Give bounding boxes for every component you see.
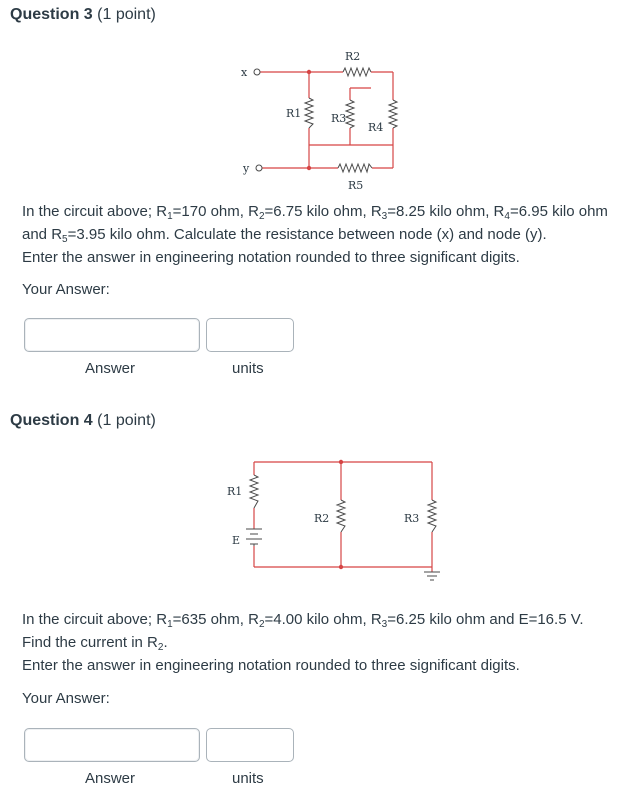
q3-wires — [260, 72, 393, 168]
q3-r3-resistor-symbol — [346, 100, 354, 128]
question-4-answer-input[interactable] — [24, 728, 200, 762]
q3-node-y-terminal — [256, 165, 262, 171]
q4-components — [246, 475, 440, 580]
q4-junction-dot — [339, 565, 343, 569]
q4-r2-label: R2 — [314, 512, 330, 525]
q3-r5-resistor-symbol — [338, 164, 372, 172]
q4-r1-label: R1 — [227, 485, 243, 498]
q4-battery-symbol — [246, 529, 262, 546]
q4-junction-dot — [339, 460, 343, 464]
q3-r2-label: R2 — [345, 50, 361, 63]
question-4-title: Question 4 — [10, 412, 93, 429]
q4-r3-resistor-symbol — [428, 500, 436, 532]
question-4-units-input[interactable] — [206, 728, 294, 762]
q4-r2-resistor-symbol — [337, 500, 345, 532]
question-3-circuit-diagram — [0, 0, 621, 200]
q3-r1-label: R1 — [286, 107, 302, 120]
question-3-answer-input[interactable] — [24, 318, 200, 352]
question-4-prompt: In the circuit above; $R_1=635$ ohm, $R_2=4.00$ kilo ohm, $R_3=6.25$ kilo ohm and E=16.5 V. Find the current in $R_2$. Enter the answer in engineering notation rounded to three significant digits. — [22, 611, 584, 674]
question-3-answer-caption: Answer — [85, 360, 136, 377]
q3-r4-resistor-symbol — [389, 100, 397, 128]
question-4-units-caption: units — [232, 770, 264, 787]
q3-node-x-terminal — [254, 69, 260, 75]
question-3-units-input[interactable] — [206, 318, 294, 352]
question-3-your-answer-label: Your Answer: — [22, 281, 110, 298]
q4-e-label: E — [232, 534, 241, 547]
q3-node-x-label: x — [241, 66, 248, 79]
q3-junction-dot — [307, 70, 311, 74]
question-3-points: (1 point) — [97, 6, 156, 23]
q3-node-y-label: y — [243, 162, 250, 175]
q3-r1-resistor-symbol — [305, 98, 313, 128]
q3-r2-resistor-symbol — [343, 68, 371, 76]
question-4-instruction: Enter the answer in engineering notation rounded to three significant digits. — [22, 657, 520, 674]
question-4-answer-caption: Answer — [85, 770, 136, 787]
q4-r3-label: R3 — [404, 512, 420, 525]
question-4-heading — [10, 412, 156, 430]
q3-resistors — [305, 68, 397, 172]
q3-r3-label: R3 — [331, 112, 347, 125]
q3-r4-label: R4 — [368, 121, 384, 134]
question-3-instruction: Enter the answer in engineering notation rounded to three significant digits. — [22, 249, 520, 266]
question-3-prompt: In the circuit above; $R_1=170$ ohm, $R_2=6.75$ kilo ohm, $R_3=8.25$ kilo ohm, $R_4=6.95$ kilo ohm and $R_5=3.95$ kilo ohm. Calculate the resistance between node (x) and node (y). Enter the answer in engineering notation rounded to three significant digits. — [22, 203, 608, 266]
q4-ground-symbol — [424, 572, 440, 580]
question-3-title: Question 3 — [10, 6, 93, 23]
question-4-points: (1 point) — [97, 412, 156, 429]
question-4-your-answer-label: Your Answer: — [22, 690, 110, 707]
question-3-units-caption: units — [232, 360, 264, 377]
q3-r5-label: R5 — [348, 179, 364, 192]
q3-junction-dot — [307, 166, 311, 170]
q4-r1-resistor-symbol — [250, 475, 258, 508]
question-4-circuit-diagram — [0, 440, 621, 600]
